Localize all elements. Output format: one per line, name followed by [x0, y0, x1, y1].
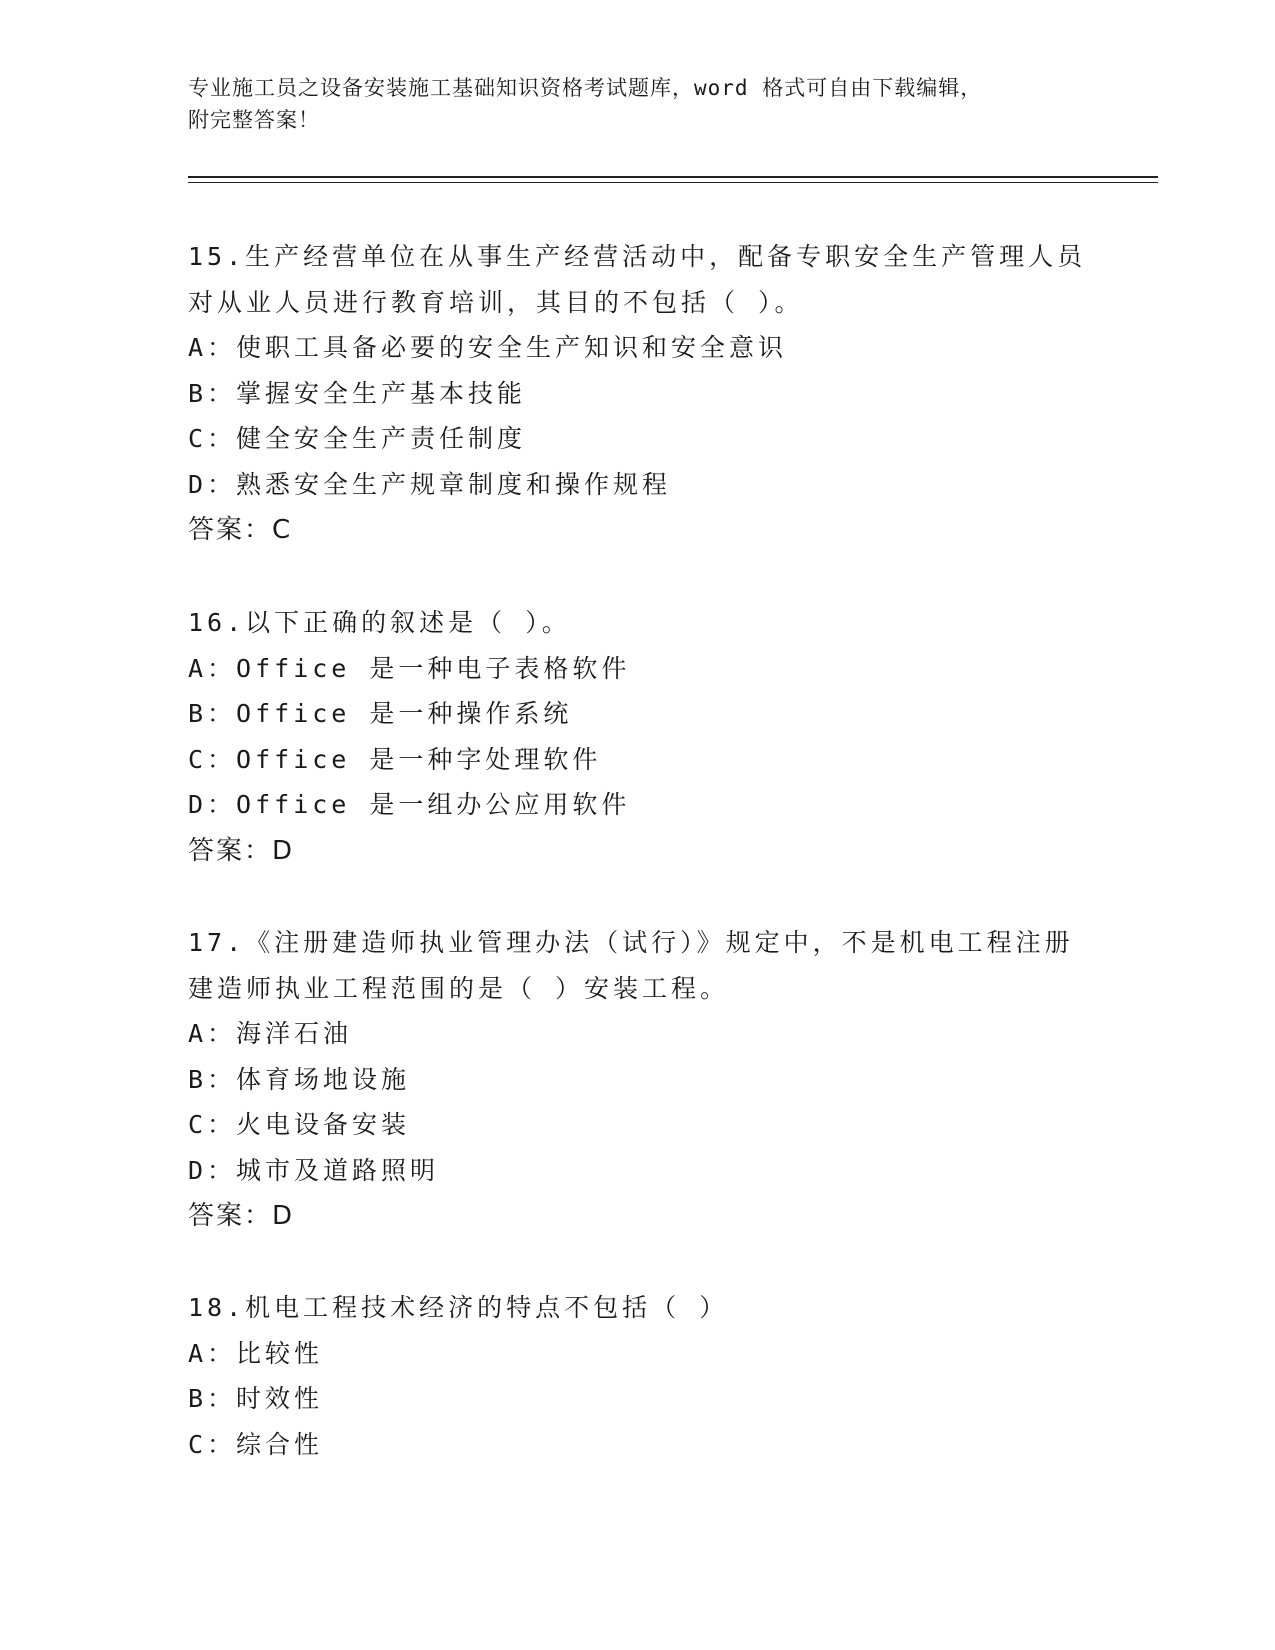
question-title-line: 18.机电工程技术经济的特点不包括（ ） — [188, 1293, 729, 1322]
question-title-line: 16.以下正确的叙述是（ ）。 — [188, 608, 571, 637]
option-c: C：综合性 — [188, 1429, 324, 1459]
option-b: B：Office 是一种操作系统 — [188, 699, 573, 728]
option-d: D：Office 是一组办公应用软件 — [188, 790, 631, 819]
option-a: A：海洋石油 — [188, 1019, 353, 1048]
option-c: C：火电设备安装 — [188, 1110, 411, 1139]
option-b: B：体育场地设施 — [188, 1064, 411, 1094]
option-c: C：Office 是一种字处理软件 — [188, 744, 602, 774]
header-divider-top — [188, 176, 1158, 178]
question-title-line: 对从业人员进行教育培训，其目的不包括（ ）。 — [188, 287, 804, 317]
option-c: C：健全安全生产责任制度 — [188, 424, 527, 453]
question-title-line: 17.《注册建造师执业管理办法（试行）》规定中，不是机电工程注册 — [188, 928, 1074, 957]
option-d: D：熟悉安全生产规章制度和操作规程 — [188, 469, 672, 499]
answer: 答案：D — [188, 1201, 295, 1231]
option-b: B：掌握安全生产基本技能 — [188, 378, 527, 408]
answer: 答案：C — [188, 515, 293, 545]
answer: 答案：D — [188, 835, 295, 866]
header-divider-bottom — [188, 182, 1158, 183]
question-title-line: 建造师执业工程范围的是（ ）安装工程。 — [188, 973, 730, 1003]
header-line-1: 专业施工员之设备安装施工基础知识资格考试题库，word 格式可自由下载编辑， — [188, 76, 983, 100]
question-17 — [188, 920, 1088, 1239]
question-15 — [188, 234, 1088, 553]
option-d: D：城市及道路照明 — [188, 1155, 440, 1185]
question-16 — [188, 600, 1088, 874]
question-18 — [188, 1285, 1088, 1467]
option-b: B：时效性 — [188, 1384, 324, 1413]
option-a: A：Office 是一种电子表格软件 — [188, 653, 631, 683]
document-header — [188, 72, 1088, 136]
option-a: A：使职工具备必要的安全生产知识和安全意识 — [188, 333, 788, 362]
option-a: A：比较性 — [188, 1338, 324, 1368]
question-title-line: 15.生产经营单位在从事生产经营活动中，配备专职安全生产管理人员 — [188, 242, 1087, 271]
header-line-2: 附完整答案！ — [188, 108, 320, 132]
